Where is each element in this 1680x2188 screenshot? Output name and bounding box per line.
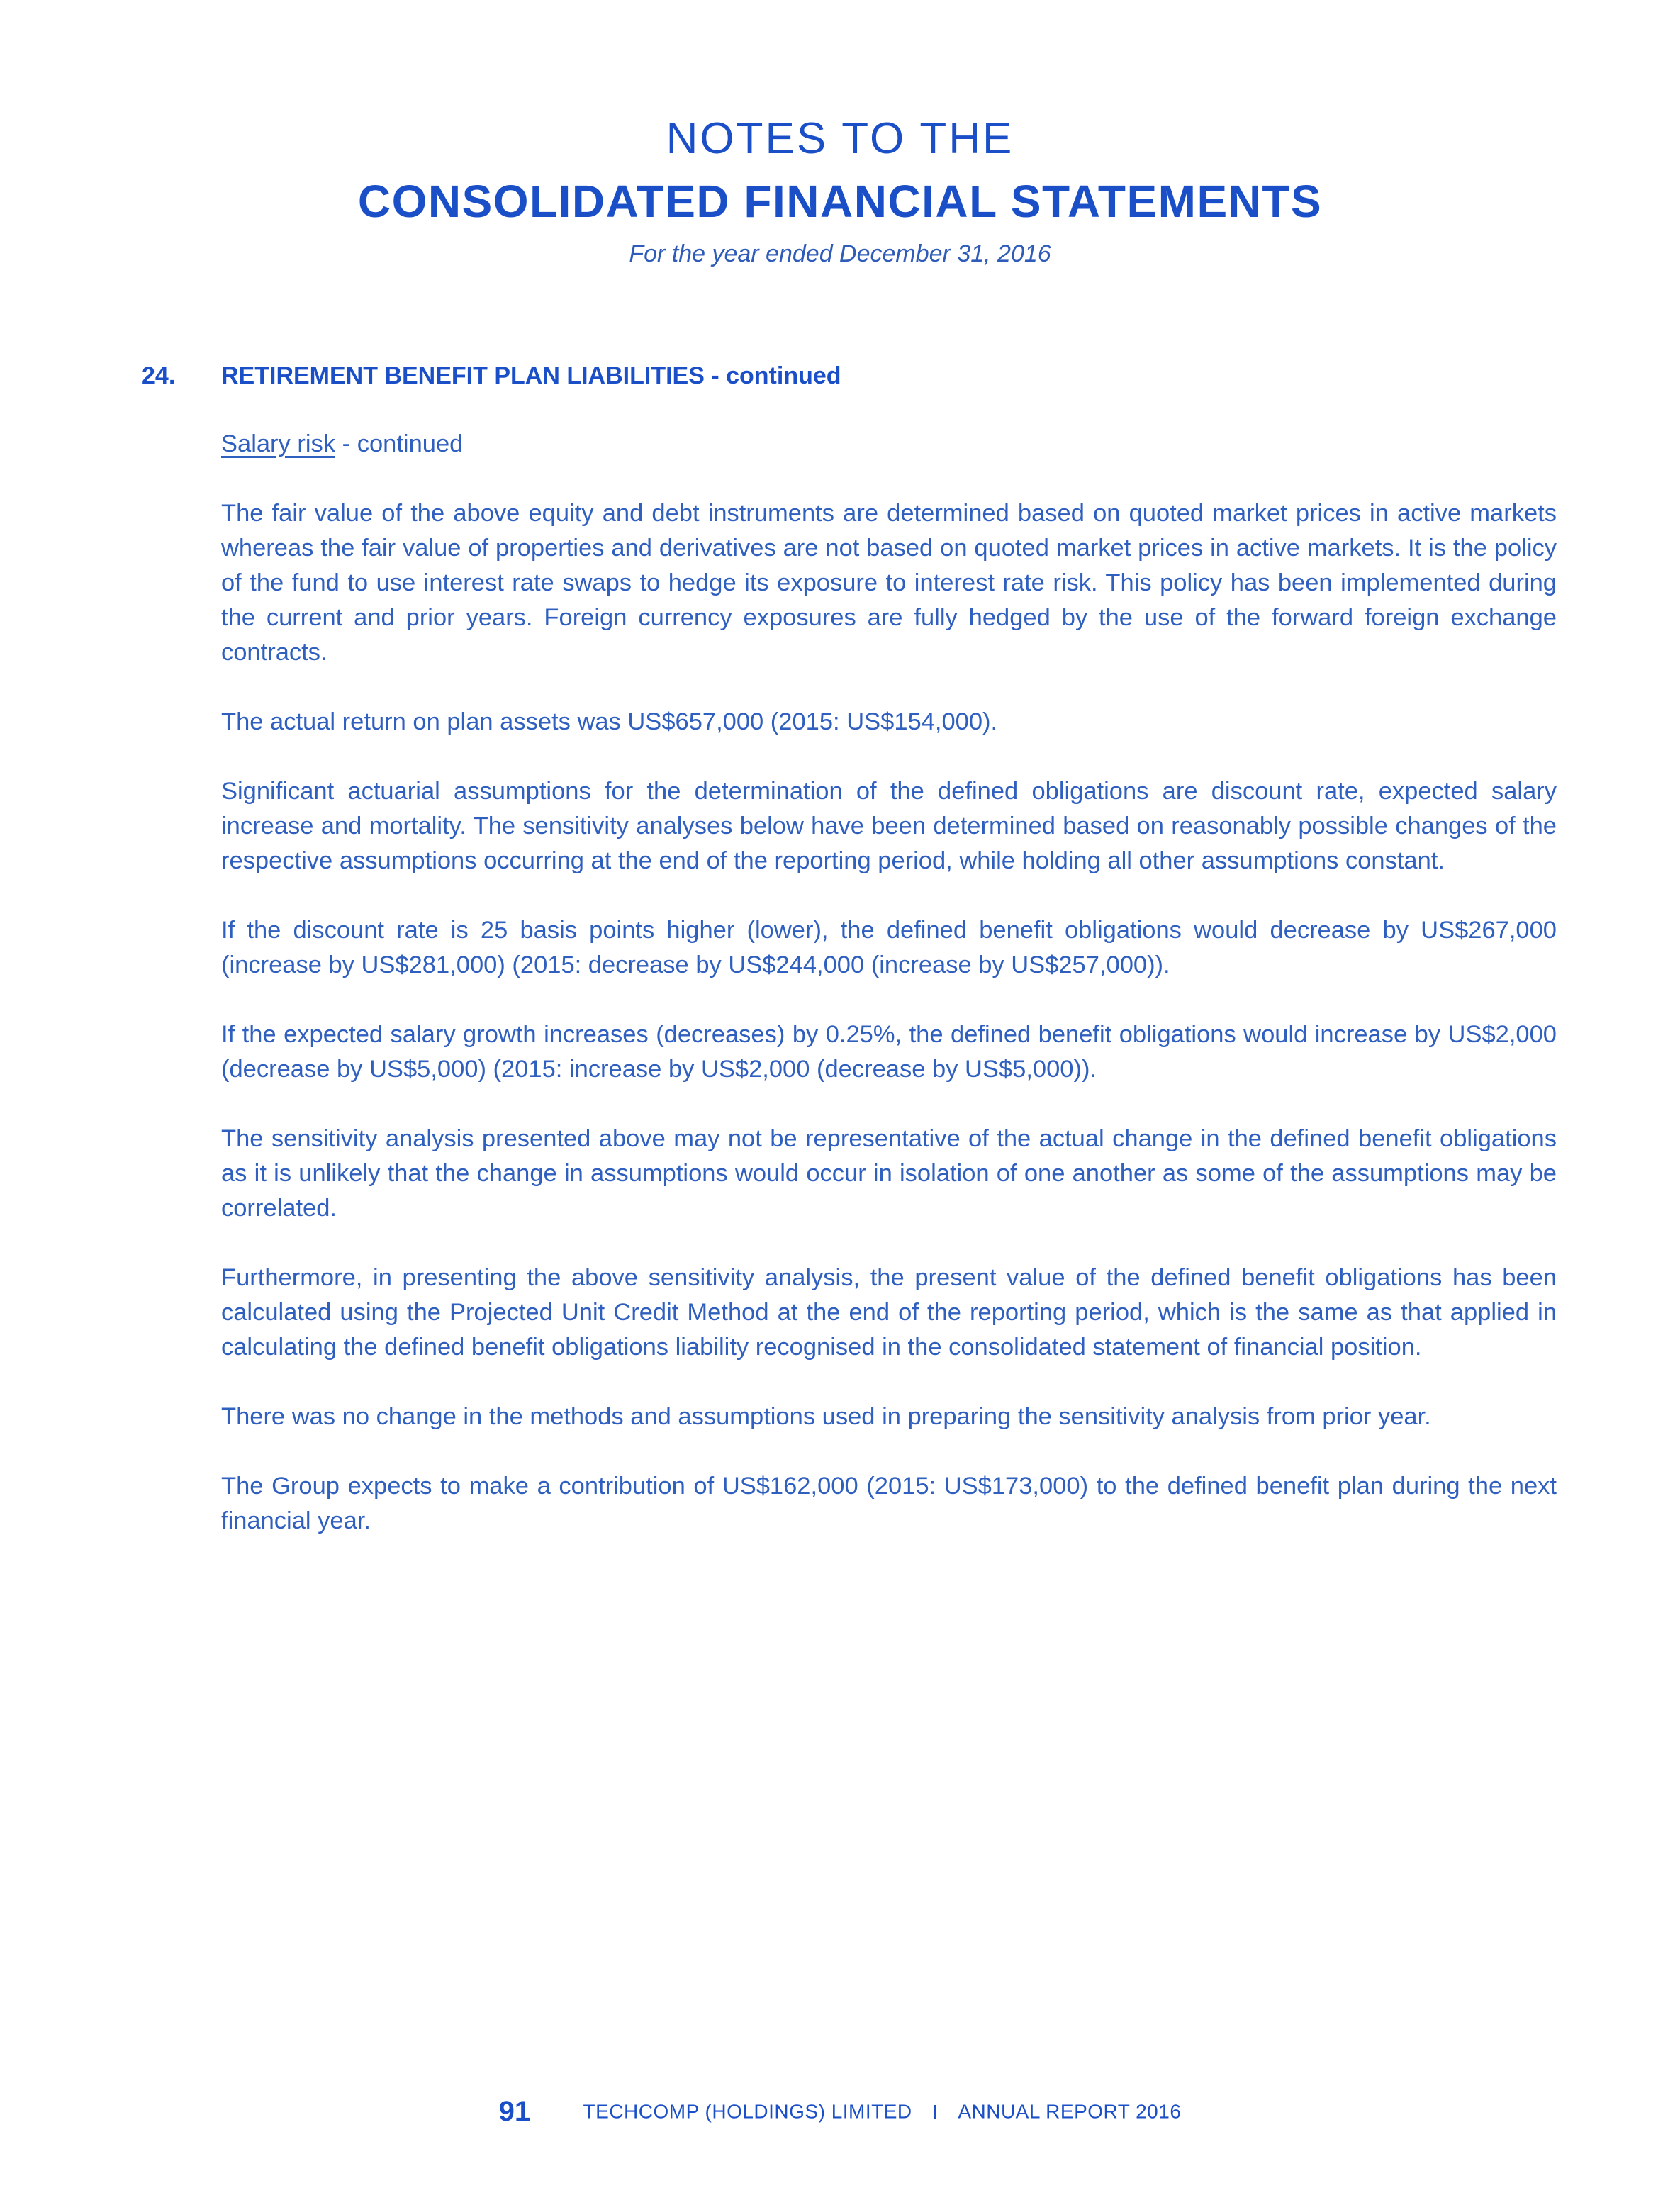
- paragraph-actual-return: The actual return on plan assets was US$657,000 (2015: US$154,000).: [221, 708, 998, 735]
- paragraph-expected-contribution: The Group expects to make a contribution of US$162,000 (2015: US$173,000) to the defined benefit plan during the next financial year.: [221, 1473, 1557, 1534]
- page-number: 91: [498, 2096, 531, 2127]
- paragraph-fair-value: The fair value of the above equity and debt instruments are determined based on quoted market prices in active markets whereas the fair value of properties and derivatives are not based on quoted market prices in active markets. It is the policy of the fund to use interest rate swaps to hedge its exposure to interest rate risk. This policy has been implemented during the current and prior years. Foreign currency exposures are fully hedged by the use of the forward foreign exchange contracts.: [221, 500, 1557, 666]
- paragraph-no-change: There was no change in the methods and assumptions used in preparing the sensitivity analysis from prior year.: [221, 1403, 1431, 1430]
- page-subtitle: For the year ended December 31, 2016: [629, 240, 1051, 267]
- footer-company: TECHCOMP (HOLDINGS) LIMITED: [583, 2100, 912, 2123]
- paragraph-sensitivity-limitations: The sensitivity analysis presented above may not be representative of the actual change in the defined benefit obligations as it is unlikely that the change in assumptions would occur in isolation of one another as some of the assumptions may be correlated.: [221, 1125, 1557, 1222]
- footer-separator: I: [932, 2100, 938, 2123]
- section-number: 24.: [142, 362, 176, 389]
- footer-report-title: ANNUAL REPORT 2016: [958, 2100, 1182, 2123]
- section-heading: [142, 360, 841, 391]
- page-title-line1: NOTES TO THE: [666, 114, 1014, 163]
- page-header: [0, 112, 1680, 269]
- notes-body: [221, 427, 1557, 1573]
- page-footer: [0, 2096, 1680, 2128]
- paragraph-discount-rate: If the discount rate is 25 basis points higher (lower), the defined benefit obligations would decrease by US$267,000 (increase by US$281,000) (2015: decrease by US$244,000 (increase by US$257,000)).: [221, 917, 1557, 978]
- paragraph-projected-unit-credit: Furthermore, in presenting the above sensitivity analysis, the present value of the defined benefit obligations has been calculated using the Projected Unit Credit Method at the end of the reporting period, which is the same as that applied in calculating the defined benefit obligations liability recognised in the consolidated statement of financial position.: [221, 1264, 1557, 1361]
- paragraph-actuarial-assumptions: Significant actuarial assumptions for the determination of the defined obligations are discount rate, expected salary increase and mortality. The sensitivity analyses below have been determined based on reasonably possible changes of the respective assumptions occurring at the end of the reporting period, while holding all other assumptions constant.: [221, 778, 1557, 874]
- section-title: RETIREMENT BENEFIT PLAN LIABILITIES - continued: [221, 362, 841, 389]
- page-title-line2: CONSOLIDATED FINANCIAL STATEMENTS: [357, 176, 1323, 227]
- subheading-suffix: - continued: [335, 430, 464, 457]
- subheading-label: Salary risk: [221, 430, 336, 457]
- paragraph-salary-growth: If the expected salary growth increases (decreases) by 0.25%, the defined benefit obligations would increase by US$2,000 (decrease by US$5,000) (2015: increase by US$2,000 (decrease by US$5,000)).: [221, 1021, 1557, 1083]
- subheading: [221, 427, 1557, 462]
